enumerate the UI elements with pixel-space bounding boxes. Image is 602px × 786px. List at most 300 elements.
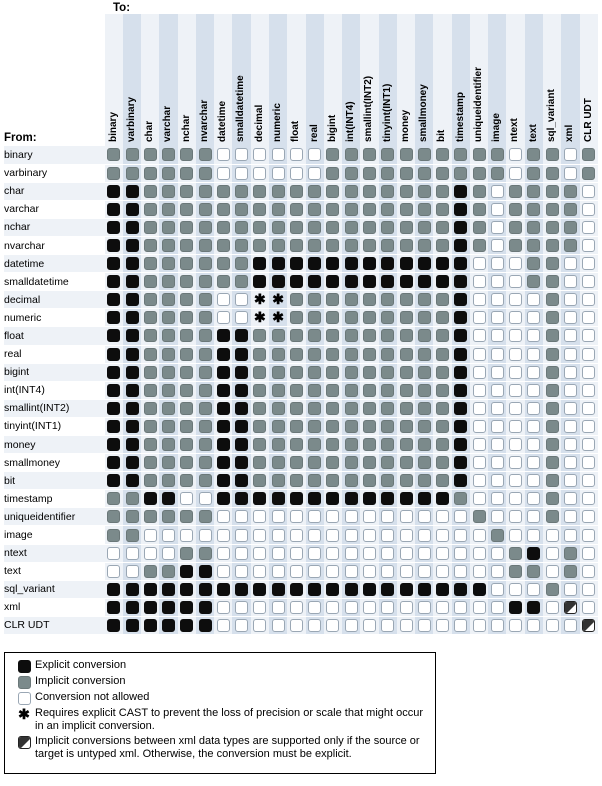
- matrix-cell: [580, 273, 598, 291]
- conversion-marker-implicit: [308, 402, 321, 415]
- matrix-cell: [105, 490, 123, 508]
- matrix-cell: [561, 236, 579, 254]
- matrix-cell: [178, 345, 196, 363]
- conversion-marker-none: [564, 384, 577, 397]
- matrix-cell: [488, 164, 506, 182]
- conversion-marker-implicit: [418, 438, 431, 451]
- matrix-cell: [397, 273, 415, 291]
- matrix-cell: [342, 526, 360, 544]
- conversion-marker-implicit: [180, 456, 193, 469]
- matrix-cell: [415, 580, 433, 598]
- matrix-cell: [415, 526, 433, 544]
- conversion-marker-implicit: [162, 456, 175, 469]
- conversion-marker-implicit: [162, 510, 175, 523]
- conversion-marker-none: [527, 311, 540, 324]
- matrix-cell: [269, 309, 287, 327]
- conversion-marker-none: [491, 257, 504, 270]
- conversion-marker-implicit: [418, 293, 431, 306]
- matrix-cell: [287, 526, 305, 544]
- matrix-cell: [488, 562, 506, 580]
- conversion-marker-none: [473, 456, 486, 469]
- matrix-cell: [452, 309, 470, 327]
- conversion-marker-none: [582, 565, 595, 578]
- matrix-cell: [342, 562, 360, 580]
- table-row: [4, 273, 598, 291]
- matrix-cell: [488, 218, 506, 236]
- matrix-cell: [580, 598, 598, 616]
- conversion-marker-explicit: [217, 366, 230, 379]
- conversion-marker-implicit: [308, 420, 321, 433]
- conversion-marker-explicit: [253, 257, 266, 270]
- conversion-marker-explicit: [381, 583, 394, 596]
- conversion-marker-none: [582, 456, 595, 469]
- matrix-cell: [178, 417, 196, 435]
- conversion-marker-implicit: [272, 456, 285, 469]
- matrix-cell: [324, 544, 342, 562]
- conversion-marker-none: [582, 185, 595, 198]
- conversion-marker-implicit: [199, 203, 212, 216]
- conversion-marker-explicit: [418, 492, 431, 505]
- column-header-row: [4, 14, 598, 146]
- conversion-marker-none: [473, 329, 486, 342]
- legend-item: [13, 659, 429, 673]
- matrix-cell: [415, 616, 433, 634]
- matrix-cell: [525, 580, 543, 598]
- conversion-marker-implicit: [473, 221, 486, 234]
- conversion-marker-implicit: [235, 257, 248, 270]
- column-header: [561, 14, 579, 146]
- column-header-label: bit: [436, 129, 448, 142]
- matrix-cell: [543, 381, 561, 399]
- conversion-marker-implicit: [436, 420, 449, 433]
- column-header: [543, 14, 561, 146]
- table-row: [4, 182, 598, 200]
- row-header: varbinary: [4, 164, 105, 182]
- conversion-marker-implicit: [400, 348, 413, 361]
- conversion-marker-explicit: [235, 384, 248, 397]
- conversion-marker-implicit: [436, 221, 449, 234]
- conversion-marker-explicit: [454, 203, 467, 216]
- conversion-marker-implicit: [381, 239, 394, 252]
- matrix-cell: [433, 164, 451, 182]
- conversion-marker-none: [272, 601, 285, 614]
- conversion-marker-implicit: [253, 420, 266, 433]
- column-header: [324, 14, 342, 146]
- matrix-cell: [251, 273, 269, 291]
- conversion-marker-none: [491, 601, 504, 614]
- conversion-marker-explicit: [381, 492, 394, 505]
- column-header: [525, 14, 543, 146]
- matrix-cell: [159, 598, 177, 616]
- conversion-marker-explicit: [345, 275, 358, 288]
- conversion-marker-none: [436, 529, 449, 542]
- matrix-cell: [342, 363, 360, 381]
- matrix-cell: [580, 164, 598, 182]
- matrix-cell: [178, 200, 196, 218]
- conversion-marker-none: [290, 565, 303, 578]
- matrix-cell: [433, 200, 451, 218]
- matrix-cell: [269, 544, 287, 562]
- conversion-marker-none: [272, 148, 285, 161]
- conversion-marker-none: [509, 257, 522, 270]
- matrix-cell: [105, 562, 123, 580]
- conversion-marker-explicit: [107, 583, 120, 596]
- conversion-marker-none: [491, 547, 504, 560]
- conversion-marker-implicit: [217, 239, 230, 252]
- conversion-marker-explicit: [308, 257, 321, 270]
- conversion-marker-implicit: [546, 239, 559, 252]
- conversion-marker-implicit: [527, 185, 540, 198]
- conversion-marker-implicit: [400, 420, 413, 433]
- matrix-cell: [306, 598, 324, 616]
- conversion-marker-implicit: [162, 185, 175, 198]
- matrix-cell: [488, 291, 506, 309]
- matrix-cell: [543, 200, 561, 218]
- conversion-marker-implicit: [144, 257, 157, 270]
- matrix-cell: [470, 526, 488, 544]
- conversion-marker-implicit: [199, 456, 212, 469]
- matrix-cell: [232, 327, 250, 345]
- matrix-cell: [342, 381, 360, 399]
- conversion-marker-implicit: [527, 239, 540, 252]
- matrix-cell: [488, 472, 506, 490]
- conversion-marker-explicit: [235, 366, 248, 379]
- column-header-label: money: [399, 109, 411, 142]
- matrix-cell: [342, 544, 360, 562]
- matrix-cell: [525, 182, 543, 200]
- conversion-marker-none: [418, 547, 431, 560]
- matrix-cell: [232, 399, 250, 417]
- conversion-marker-none: [345, 619, 358, 632]
- matrix-cell: [105, 454, 123, 472]
- matrix-cell: [433, 544, 451, 562]
- matrix-cell: [506, 544, 524, 562]
- matrix-cell: [433, 580, 451, 598]
- matrix-cell: [506, 417, 524, 435]
- matrix-cell: [470, 255, 488, 273]
- conversion-marker-explicit: [107, 402, 120, 415]
- matrix-cell: [141, 200, 159, 218]
- matrix-cell: [580, 363, 598, 381]
- conversion-marker-none: [509, 420, 522, 433]
- matrix-cell: [342, 508, 360, 526]
- conversion-marker-explicit: [418, 275, 431, 288]
- matrix-cell: [561, 273, 579, 291]
- matrix-cell: [287, 327, 305, 345]
- conversion-marker-implicit: [363, 185, 376, 198]
- conversion-marker-implicit: [326, 366, 339, 379]
- matrix-cell: [178, 580, 196, 598]
- matrix-cell: [214, 309, 232, 327]
- column-header: [178, 14, 196, 146]
- conversion-marker-implicit: [436, 293, 449, 306]
- matrix-cell: [379, 562, 397, 580]
- matrix-cell: [123, 616, 141, 634]
- matrix-cell: [287, 164, 305, 182]
- matrix-cell: [580, 472, 598, 490]
- conversion-marker-implicit: [326, 221, 339, 234]
- matrix-cell: [141, 381, 159, 399]
- conversion-marker-explicit: [308, 583, 321, 596]
- matrix-cell: [196, 454, 214, 472]
- matrix-cell: [214, 562, 232, 580]
- conversion-marker-none: [345, 601, 358, 614]
- conversion-marker-explicit: [235, 420, 248, 433]
- matrix-cell: [306, 309, 324, 327]
- matrix-cell: [141, 363, 159, 381]
- matrix-cell: [342, 399, 360, 417]
- conversion-marker-explicit: [126, 384, 139, 397]
- matrix-cell: [214, 345, 232, 363]
- conversion-marker-implicit: [582, 148, 595, 161]
- conversion-marker-implicit: [162, 167, 175, 180]
- matrix-cell: [452, 508, 470, 526]
- row-header: sql_variant: [4, 580, 105, 598]
- conversion-marker-explicit: [199, 601, 212, 614]
- conversion-marker-implicit: [363, 402, 376, 415]
- matrix-cell: [452, 182, 470, 200]
- matrix-cell: [470, 218, 488, 236]
- conversion-marker-implicit: [180, 329, 193, 342]
- matrix-cell: [251, 399, 269, 417]
- matrix-cell: [251, 381, 269, 399]
- conversion-marker-none: [308, 601, 321, 614]
- conversion-marker-none: [509, 492, 522, 505]
- matrix-cell: [159, 526, 177, 544]
- matrix-cell: [580, 146, 598, 164]
- matrix-cell: [214, 327, 232, 345]
- conversion-marker-implicit: [400, 311, 413, 324]
- matrix-cell: [269, 508, 287, 526]
- conversion-marker-explicit: [454, 438, 467, 451]
- matrix-cell: [269, 526, 287, 544]
- conversion-marker-implicit: [473, 239, 486, 252]
- conversion-marker-implicit: [290, 438, 303, 451]
- conversion-marker-none: [436, 547, 449, 560]
- matrix-cell: [452, 200, 470, 218]
- conversion-marker-none: [345, 529, 358, 542]
- matrix-cell: [360, 436, 378, 454]
- matrix-cell: [488, 363, 506, 381]
- matrix-cell: [433, 399, 451, 417]
- matrix-cell: [196, 616, 214, 634]
- conversion-marker-implicit: [199, 167, 212, 180]
- matrix-cell: [342, 309, 360, 327]
- conversion-marker-implicit: [546, 366, 559, 379]
- matrix-cell: [324, 616, 342, 634]
- conversion-marker-implicit: [363, 221, 376, 234]
- conversion-marker-implicit: [436, 311, 449, 324]
- matrix-cell: [159, 327, 177, 345]
- matrix-cell: [232, 562, 250, 580]
- matrix-cell: [214, 236, 232, 254]
- conversion-marker-implicit: [199, 402, 212, 415]
- matrix-cell: [287, 381, 305, 399]
- matrix-cell: [324, 526, 342, 544]
- matrix-cell: [123, 255, 141, 273]
- matrix-cell: [196, 255, 214, 273]
- conversion-marker-none: [582, 221, 595, 234]
- matrix-cell: [105, 182, 123, 200]
- matrix-cell: [580, 291, 598, 309]
- matrix-cell: [452, 436, 470, 454]
- conversion-marker-none: [582, 329, 595, 342]
- matrix-cell: [251, 255, 269, 273]
- conversion-marker-implicit: [290, 329, 303, 342]
- matrix-cell: [397, 309, 415, 327]
- conversion-marker-none: [509, 456, 522, 469]
- matrix-cell: [232, 309, 250, 327]
- legend-cast-required-icon: ✱: [18, 706, 30, 722]
- matrix-cell: [360, 562, 378, 580]
- table-row: [4, 399, 598, 417]
- matrix-cell: [525, 616, 543, 634]
- conversion-marker-explicit: [107, 221, 120, 234]
- matrix-cell: [159, 616, 177, 634]
- conversion-marker-none: [235, 601, 248, 614]
- matrix-cell: [543, 309, 561, 327]
- matrix-cell: [580, 236, 598, 254]
- matrix-cell: [561, 544, 579, 562]
- matrix-cell: [360, 616, 378, 634]
- conversion-marker-none: [509, 293, 522, 306]
- conversion-marker-none: [509, 510, 522, 523]
- matrix-cell: [360, 399, 378, 417]
- conversion-marker-implicit: [345, 420, 358, 433]
- conversion-marker-none: [199, 492, 212, 505]
- matrix-cell: [105, 417, 123, 435]
- conversion-marker-implicit: [345, 438, 358, 451]
- conversion-marker-implicit: [418, 185, 431, 198]
- matrix-cell: [178, 616, 196, 634]
- conversion-marker-explicit: [217, 384, 230, 397]
- matrix-cell: [196, 399, 214, 417]
- conversion-marker-none: [363, 547, 376, 560]
- conversion-marker-implicit: [308, 366, 321, 379]
- cast-required-icon: ✱: [272, 291, 285, 308]
- matrix-cell: [306, 580, 324, 598]
- column-header: [159, 14, 177, 146]
- conversion-marker-none: [473, 384, 486, 397]
- conversion-marker-implicit: [400, 148, 413, 161]
- conversion-marker-explicit: [126, 239, 139, 252]
- matrix-cell: [470, 490, 488, 508]
- matrix-cell: [214, 490, 232, 508]
- matrix-cell: [561, 472, 579, 490]
- conversion-marker-none: [326, 510, 339, 523]
- matrix-cell: [287, 417, 305, 435]
- matrix-cell: [306, 454, 324, 472]
- matrix-cell: [543, 616, 561, 634]
- conversion-marker-none: [564, 275, 577, 288]
- matrix-cell: [159, 291, 177, 309]
- conversion-marker-implicit: [509, 547, 522, 560]
- matrix-cell: [306, 363, 324, 381]
- matrix-cell: [506, 616, 524, 634]
- matrix-cell: [525, 164, 543, 182]
- conversion-marker-explicit: [107, 366, 120, 379]
- matrix-cell: [525, 218, 543, 236]
- matrix-cell: [306, 399, 324, 417]
- matrix-cell: [397, 544, 415, 562]
- matrix-cell: [306, 490, 324, 508]
- conversion-marker-implicit: [546, 329, 559, 342]
- conversion-marker-none: [509, 366, 522, 379]
- conversion-marker-none: [217, 510, 230, 523]
- matrix-cell: [561, 490, 579, 508]
- matrix-cell: [178, 598, 196, 616]
- conversion-marker-none: [491, 221, 504, 234]
- conversion-marker-implicit: [418, 348, 431, 361]
- column-header-label: nchar: [180, 114, 192, 142]
- matrix-cell: [561, 526, 579, 544]
- matrix-cell: [580, 309, 598, 327]
- conversion-marker-none: [473, 275, 486, 288]
- matrix-cell: [251, 544, 269, 562]
- conversion-marker-implicit: [582, 167, 595, 180]
- legend-none-icon: [13, 691, 35, 705]
- matrix-cell: [525, 327, 543, 345]
- conversion-marker-none: [381, 619, 394, 632]
- conversion-marker-implicit: [144, 221, 157, 234]
- matrix-cell: [452, 164, 470, 182]
- matrix-cell: [360, 309, 378, 327]
- matrix-cell: [561, 182, 579, 200]
- matrix-cell: [397, 291, 415, 309]
- matrix-cell: [214, 454, 232, 472]
- conversion-marker-explicit: [400, 275, 413, 288]
- conversion-marker-implicit: [491, 529, 504, 542]
- matrix-cell: [269, 200, 287, 218]
- matrix-cell: [214, 526, 232, 544]
- matrix-cell: [105, 291, 123, 309]
- matrix-cell: [580, 508, 598, 526]
- conversion-marker-explicit: [107, 420, 120, 433]
- conversion-marker-implicit: [235, 239, 248, 252]
- conversion-marker-implicit: [272, 203, 285, 216]
- conversion-marker-implicit: [253, 203, 266, 216]
- matrix-cell: [324, 598, 342, 616]
- conversion-marker-implicit: [546, 221, 559, 234]
- matrix-cell: [287, 146, 305, 164]
- matrix-cell: [141, 580, 159, 598]
- matrix-cell: [306, 218, 324, 236]
- matrix-cell: [470, 544, 488, 562]
- matrix-cell: [123, 363, 141, 381]
- conversion-marker-implicit: [308, 293, 321, 306]
- conversion-marker-explicit: [454, 583, 467, 596]
- conversion-marker-implicit: [180, 348, 193, 361]
- matrix-cell: [159, 363, 177, 381]
- conversion-marker-implicit: [290, 185, 303, 198]
- conversion-marker-none: [381, 601, 394, 614]
- conversion-marker-explicit: [290, 583, 303, 596]
- matrix-cell: [287, 616, 305, 634]
- conversion-marker-implicit: [180, 311, 193, 324]
- legend-label: Explicit conversion: [35, 659, 127, 671]
- conversion-marker-none: [308, 565, 321, 578]
- matrix-cell: [105, 616, 123, 634]
- conversion-marker-none: [564, 529, 577, 542]
- conversion-marker-implicit: [326, 203, 339, 216]
- matrix-cell: [123, 273, 141, 291]
- conversion-marker-none: [491, 420, 504, 433]
- column-header: [105, 14, 123, 146]
- conversion-marker-implicit: [144, 565, 157, 578]
- conversion-marker-none: [454, 619, 467, 632]
- matrix-cell: [543, 146, 561, 164]
- conversion-marker-implicit: [126, 510, 139, 523]
